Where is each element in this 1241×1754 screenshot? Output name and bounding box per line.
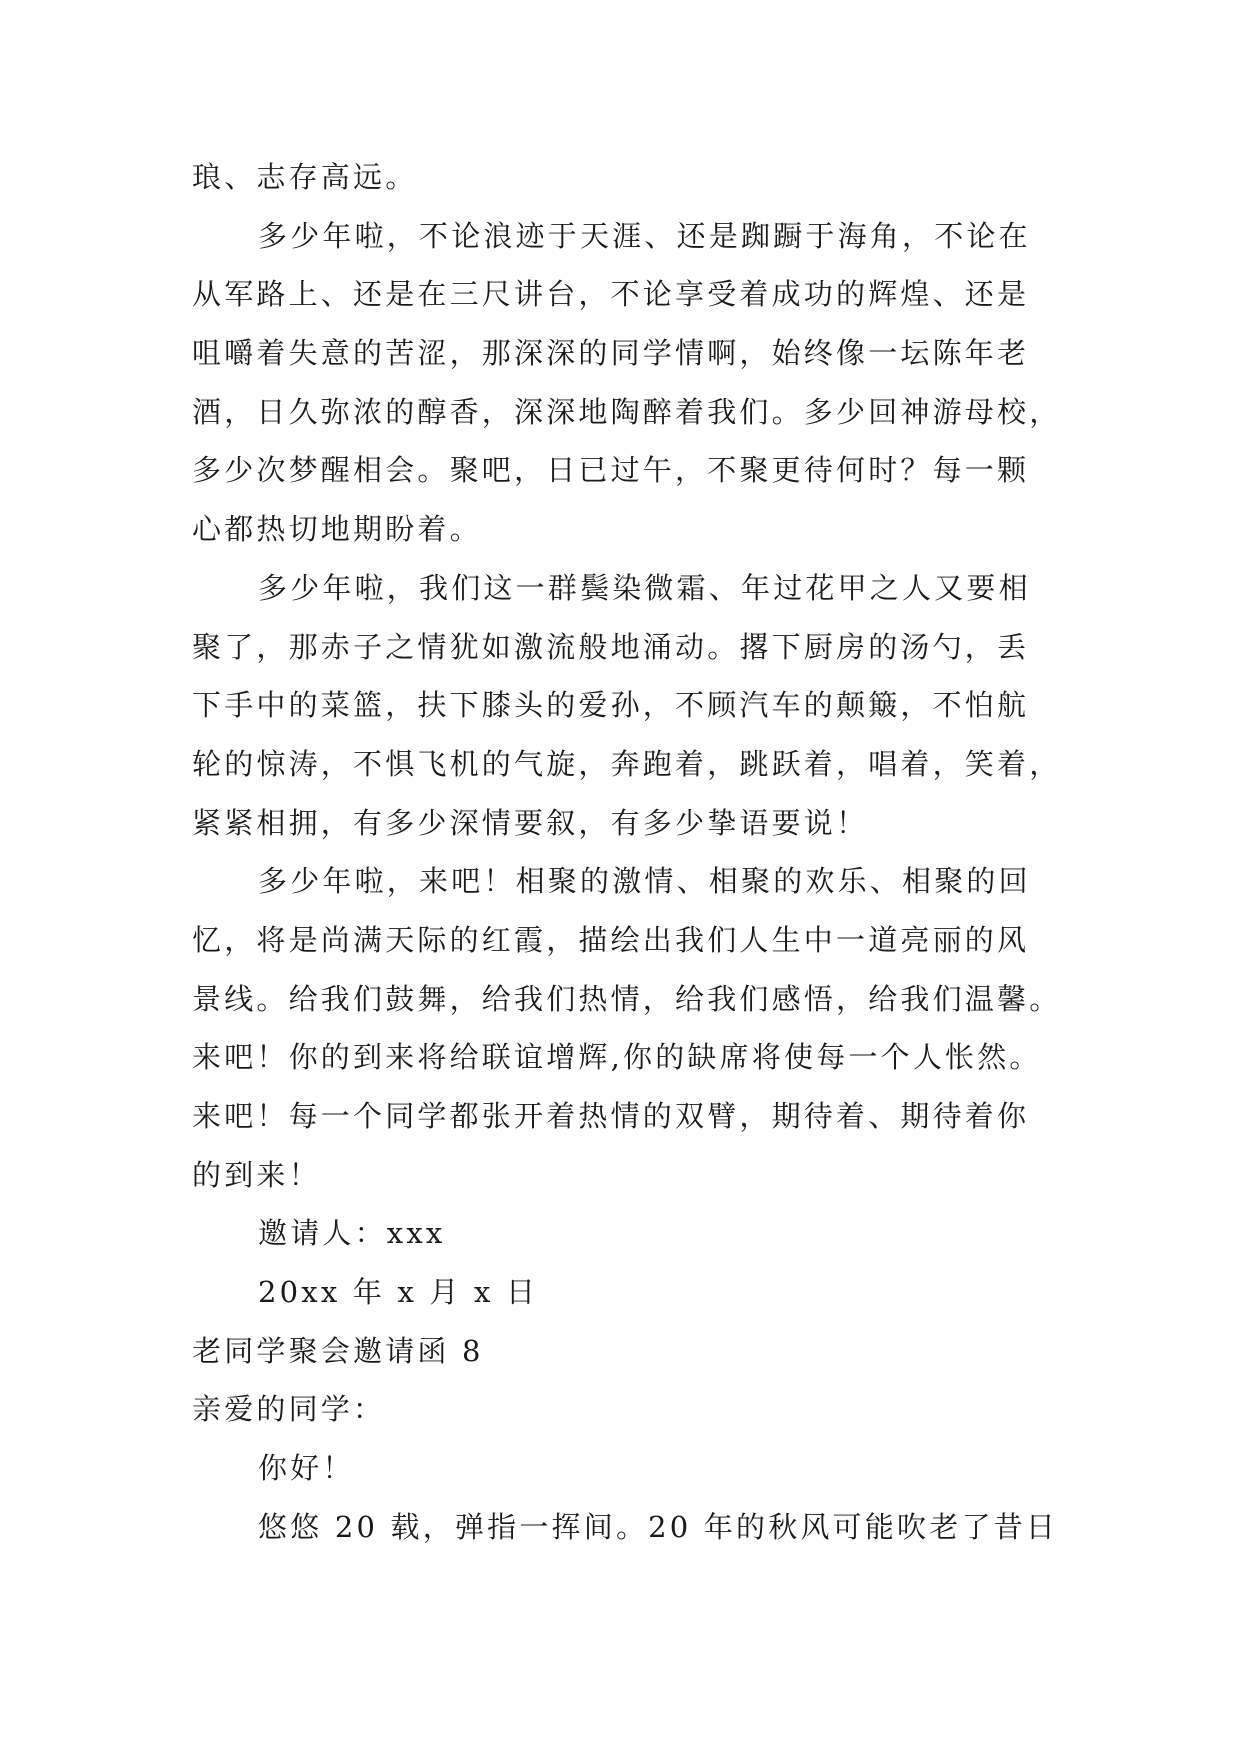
text-line: 忆，将是尚满天际的红霞，描绘出我们人生中一道亮丽的风 [192, 922, 1030, 957]
text-line: 从军路上、还是在三尺讲台，不论享受着成功的辉煌、还是 [192, 277, 1030, 312]
text-line: 来吧！每一个同学都张开着热情的双臂，期待着、期待着你 [192, 1099, 1030, 1133]
text-line: 多少次梦醒相会。聚吧，日已过午，不聚更待何时？每一颗 [192, 453, 1030, 488]
text-line: 紧紧相拥，有多少深情要叙，有多少挚语要说！ [192, 805, 869, 840]
text-line: 景线。给我们鼓舞，给我们热情，给我们感悟，给我们温馨。 [192, 981, 1062, 1016]
text-line: 下手中的菜篮，扶下膝头的爱孙，不顾汽车的颠簸，不怕航 [192, 688, 1030, 723]
salutation: 亲爱的同学： [192, 1392, 386, 1427]
text-line: 多少年啦，来吧！相聚的激情、相聚的欢乐、相聚的回 [258, 864, 1031, 899]
text-line: 轮的惊涛，不惧飞机的气旋，奔跑着，跳跃着，唱着，笑着， [192, 746, 1062, 781]
text-line: 琅、志存高远。 [192, 160, 418, 194]
text-line: 多少年啦，不论浪迹于天涯、还是踟蹰于海角，不论在 [258, 218, 1031, 253]
text-line: 来吧！你的到来将给联谊增辉,你的缺席将使每一个人怅然。 [192, 1040, 1042, 1075]
text-line: 聚了，那赤子之情犹如激流般地涌动。撂下厨房的汤勺，丢 [192, 629, 1030, 664]
inviter-line: 邀请人：xxx [258, 1216, 446, 1251]
date-line: 20xx 年 x 月 x 日 [258, 1275, 539, 1310]
section-title: 老同学聚会邀请函 8 [192, 1333, 484, 1368]
text-line: 的到来！ [192, 1157, 321, 1192]
text-line: 心都热切地期盼着。 [192, 512, 482, 547]
text-line: 悠悠 20 载，弹指一挥间。20 年的秋风可能吹老了昔日 [258, 1509, 1059, 1544]
greeting: 你好！ [258, 1451, 355, 1486]
text-line: 酒，日久弥浓的醇香，深深地陶醉着我们。多少回神游母校， [192, 394, 1062, 429]
text-line: 咀嚼着失意的苦涩，那深深的同学情啊，始终像一坛陈年老 [192, 336, 1030, 371]
text-line: 多少年啦，我们这一群鬓染微霜、年过花甲之人又要相 [258, 570, 1031, 605]
document-body [192, 148, 1062, 1557]
